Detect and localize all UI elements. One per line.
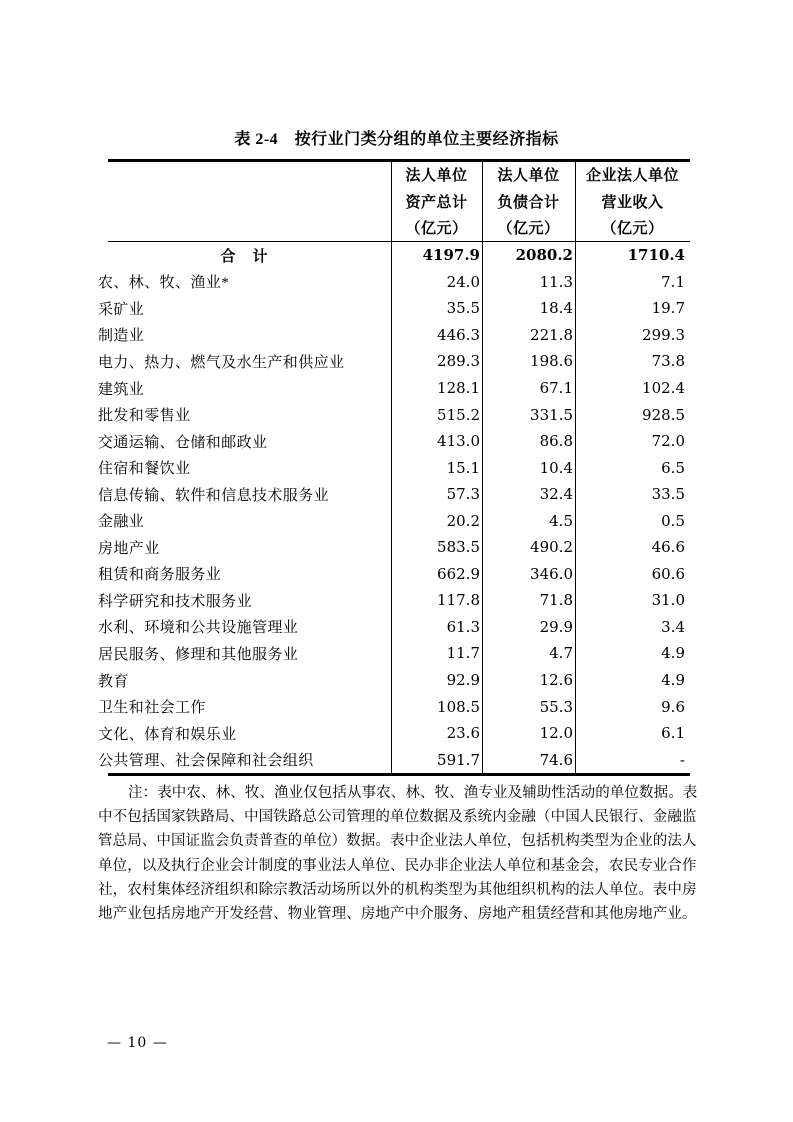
row-label-header-cell xyxy=(98,162,391,241)
industry-label-cell: 文化、体育和娱乐业 xyxy=(98,726,237,743)
total-revenue-value: 1710.4 xyxy=(627,246,685,265)
assets-value-cell: 15.1 xyxy=(446,458,480,477)
assets-value-cell: 289.3 xyxy=(437,352,480,371)
assets-value-cell: 108.5 xyxy=(437,697,480,716)
header-line: 企业法人单位 xyxy=(585,168,679,184)
liabilities-value-cell: 67.1 xyxy=(539,379,573,397)
industry-label-cell: 住宿和餐饮业 xyxy=(98,461,191,478)
assets-value-cell: 23.6 xyxy=(446,724,480,743)
liabilities-value-cell: 71.8 xyxy=(539,591,573,610)
column-header-assets xyxy=(391,162,482,241)
industry-label-cell: 房地产业 xyxy=(98,540,160,557)
liabilities-value-cell: 10.4 xyxy=(539,458,573,477)
revenue-value-cell: 102.4 xyxy=(642,379,685,397)
industry-label-cell: 科学研究和技术服务业 xyxy=(98,593,253,610)
table-row xyxy=(98,481,690,508)
note-line: 单位，以及执行企业会计制度的事业法人单位、民办非企业法人单位和基金会，农民专业合作 xyxy=(98,857,697,874)
revenue-value-cell: 3.4 xyxy=(661,617,685,636)
liabilities-value-cell: 18.4 xyxy=(539,299,573,318)
assets-value-cell: 413.0 xyxy=(437,432,480,451)
liabilities-value-cell: 346.0 xyxy=(530,564,573,583)
industry-label-cell: 金融业 xyxy=(98,514,145,531)
industry-label-cell: 卫生和社会工作 xyxy=(98,700,206,717)
header-line: 资产总计 xyxy=(405,194,468,211)
liabilities-value-cell: 86.8 xyxy=(539,432,573,451)
assets-value-cell: 20.2 xyxy=(446,511,480,530)
table-row xyxy=(98,322,690,349)
revenue-value-cell: 46.6 xyxy=(651,538,685,557)
liabilities-value-cell: 11.3 xyxy=(539,272,573,291)
table-row xyxy=(98,640,690,667)
revenue-value-cell: 73.8 xyxy=(651,352,685,371)
table-row xyxy=(98,746,690,773)
total-liabilities-value: 2080.2 xyxy=(515,246,573,265)
revenue-value-cell: 4.9 xyxy=(661,671,685,690)
liabilities-value-cell: 221.8 xyxy=(530,325,573,344)
column-header-liabilities xyxy=(482,162,575,241)
table-row xyxy=(98,269,690,296)
industry-label-cell: 公共管理、社会保障和社会组织 xyxy=(98,753,314,770)
assets-value-cell: 24.0 xyxy=(446,272,480,291)
industry-label-cell: 租赁和商务服务业 xyxy=(98,567,222,584)
table-row xyxy=(98,428,690,455)
liabilities-value-cell: 29.9 xyxy=(539,617,573,636)
revenue-value-cell: 0.5 xyxy=(661,511,685,530)
table-notes xyxy=(98,781,698,926)
table-row xyxy=(98,614,690,641)
total-row xyxy=(98,242,690,269)
liabilities-value-cell: 198.6 xyxy=(530,352,573,371)
revenue-value-cell: 72.0 xyxy=(651,432,685,451)
assets-value-cell: 446.3 xyxy=(437,325,480,344)
liabilities-value-cell: 490.2 xyxy=(530,538,573,557)
header-line: （亿元） xyxy=(405,221,468,237)
table-row xyxy=(98,693,690,720)
assets-value-cell: 57.3 xyxy=(446,485,480,504)
table-row xyxy=(98,401,690,428)
industry-label-cell: 电力、热力、燃气及水生产和供应业 xyxy=(98,354,345,371)
assets-value-cell: 662.9 xyxy=(437,564,480,583)
liabilities-value-cell: 55.3 xyxy=(539,697,573,716)
table-row xyxy=(98,667,690,694)
table-row xyxy=(98,295,690,322)
industry-label-cell: 建筑业 xyxy=(98,381,145,398)
note-line: 管总局、中国证监会负责普查的单位）数据。表中企业法人单位，包括机构类型为企业的法人 xyxy=(98,833,697,850)
table-row xyxy=(98,454,690,481)
revenue-value-cell: 60.6 xyxy=(651,564,685,583)
table-row xyxy=(98,561,690,588)
liabilities-value-cell: 32.4 xyxy=(539,485,573,504)
header-line: （亿元） xyxy=(601,221,664,237)
note-line: 中不包括国家铁路局、中国铁路总公司管理的单位数据及系统内金融（中国人民银行、金融监 xyxy=(98,809,697,826)
liabilities-value-cell: 4.7 xyxy=(549,644,573,663)
total-assets-value: 4197.9 xyxy=(422,246,480,265)
assets-value-cell: 35.5 xyxy=(446,299,480,318)
note-line: 社，农村集体经济组织和除宗教活动场所以外的机构类型为其他组织机构的法人单位。表中房 xyxy=(98,881,697,898)
industry-label-cell: 信息传输、软件和信息技术服务业 xyxy=(98,487,330,504)
header-line: 法人单位 xyxy=(405,168,468,184)
page-number: — 10 — xyxy=(107,1035,168,1051)
economic-indicators-table xyxy=(98,159,690,776)
table-row xyxy=(98,534,690,561)
assets-value-cell: 515.2 xyxy=(437,405,480,424)
revenue-value-cell: 31.0 xyxy=(651,591,685,610)
revenue-value-cell: 7.1 xyxy=(661,272,685,291)
header-line: 法人单位 xyxy=(497,168,560,184)
assets-value-cell: 591.7 xyxy=(437,750,480,769)
revenue-value-cell: 9.6 xyxy=(661,697,685,716)
revenue-value-cell: 33.5 xyxy=(651,485,685,504)
table-row xyxy=(98,587,690,614)
header-line: 负债合计 xyxy=(497,194,560,211)
liabilities-value-cell: 4.5 xyxy=(549,511,573,530)
liabilities-value-cell: 12.6 xyxy=(539,671,573,690)
assets-value-cell: 92.9 xyxy=(446,671,480,690)
industry-label-cell: 居民服务、修理和其他服务业 xyxy=(98,646,299,663)
table-header-row xyxy=(98,162,690,241)
revenue-value-cell: 299.3 xyxy=(642,325,685,344)
assets-value-cell: 117.8 xyxy=(437,591,480,610)
table-row xyxy=(98,375,690,402)
industry-label-cell: 交通运输、仓储和邮政业 xyxy=(98,434,268,451)
revenue-value-cell: - xyxy=(679,750,685,769)
revenue-value-cell: 6.1 xyxy=(661,724,685,743)
liabilities-value-cell: 331.5 xyxy=(530,405,573,424)
industry-label-cell: 采矿业 xyxy=(98,301,145,318)
revenue-value-cell: 6.5 xyxy=(661,458,685,477)
header-line: （亿元） xyxy=(497,221,560,237)
table-body xyxy=(98,242,690,773)
table-title: 表 2-4 按行业门类分组的单位主要经济指标 xyxy=(234,131,559,148)
note-line: 地产业包括房地产开发经营、物业管理、房地产中介服务、房地产租赁经营和其他房地产业。 xyxy=(98,906,697,923)
liabilities-value-cell: 74.6 xyxy=(539,750,573,769)
header-line: 营业收入 xyxy=(601,194,664,211)
industry-label-cell: 农、林、牧、渔业* xyxy=(98,275,230,292)
assets-value-cell: 11.7 xyxy=(446,644,480,663)
table-row xyxy=(98,348,690,375)
table-row xyxy=(98,507,690,534)
total-row-label: 合 计 xyxy=(220,248,269,265)
table-bottom-border xyxy=(108,773,690,776)
revenue-value-cell: 19.7 xyxy=(651,299,685,318)
industry-label-cell: 批发和零售业 xyxy=(98,408,191,425)
assets-value-cell: 583.5 xyxy=(437,538,480,557)
industry-label-cell: 教育 xyxy=(98,673,129,690)
industry-label-cell: 制造业 xyxy=(98,328,145,345)
revenue-value-cell: 928.5 xyxy=(642,405,685,424)
revenue-value-cell: 4.9 xyxy=(661,644,685,663)
industry-label-cell: 水利、环境和公共设施管理业 xyxy=(98,620,299,637)
assets-value-cell: 128.1 xyxy=(437,379,480,397)
table-row xyxy=(98,720,690,747)
note-line: 注：表中农、林、牧、渔业仅包括从事农、林、牧、渔专业及辅助性活动的单位数据。表 xyxy=(128,785,698,801)
liabilities-value-cell: 12.0 xyxy=(539,724,573,743)
column-header-revenue xyxy=(575,162,690,241)
assets-value-cell: 61.3 xyxy=(446,617,480,636)
